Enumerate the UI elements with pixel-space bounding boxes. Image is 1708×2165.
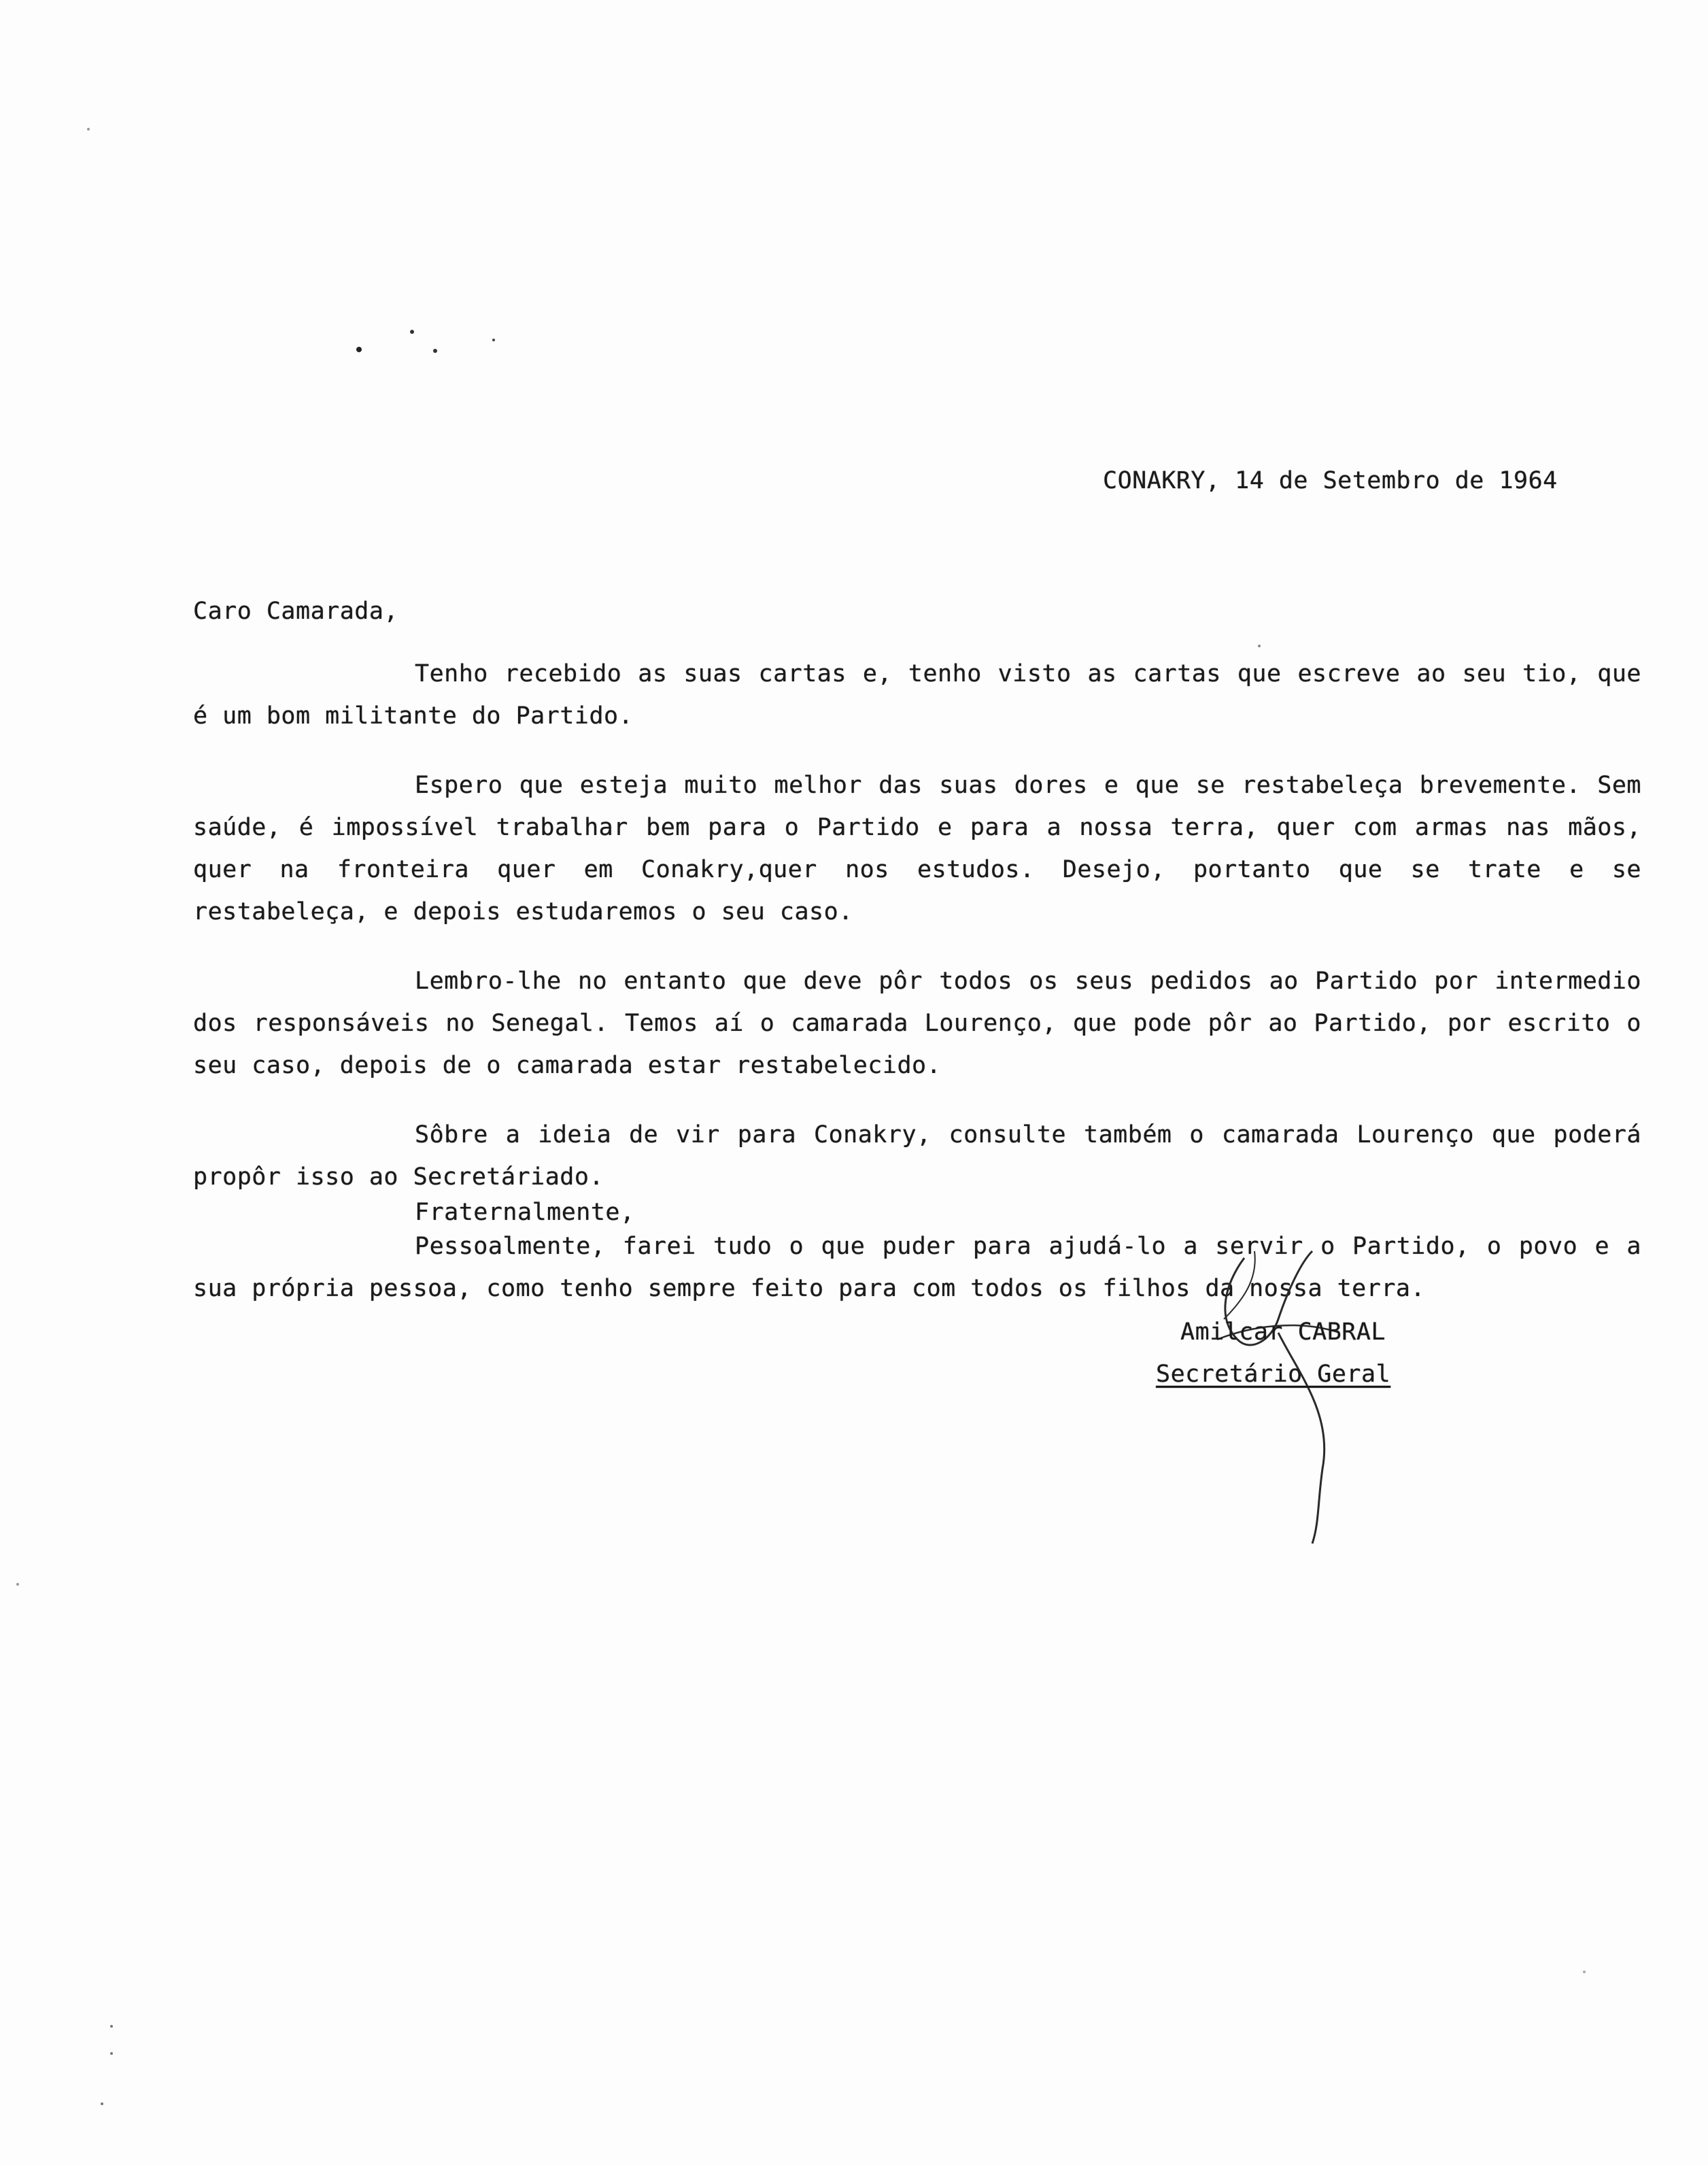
letter-dateline: CONAKRY, 14 de Setembro de 1964 (1103, 467, 1558, 494)
signatory-title: Secretário Geral (1156, 1361, 1391, 1388)
letter-paragraph: Lembro-lhe no entanto que deve pôr todos os seus pedidos ao Partido por intermedio dos responsáveis no Senegal. Temos aí o camarada Lourenço, que pode pôr ao Partido, por escrito o seu caso, depois de o camarada estar restabelecido. (193, 968, 1641, 1079)
letter-paragraph: Pessoalmente, farei tudo o que puder para ajudá-lo a servir o Partido, o povo e a sua própria pessoa, como tenho sempre feito para com todos os filhos da nossa terra. (193, 1233, 1641, 1302)
letter-paragraph: Sôbre a ideia de vir para Conakry, consulte também o camarada Lourenço que poderá propôr isso ao Secretáriado. (193, 1121, 1641, 1191)
letter-salutation: Caro Camarada, (193, 598, 399, 625)
letter-paragraph: Tenho recebido as suas cartas e, tenho visto as cartas que escreve ao seu tio, que é um bom militante do Partido. (193, 660, 1641, 730)
letter-body (193, 653, 1641, 1337)
signature-block (1156, 1311, 1428, 1395)
letter-paragraph: Espero que esteja muito melhor das suas dores e que se restabeleça brevemente. Sem saúde, é impossível trabalhar bem para o Partido e para a nossa terra, quer com armas nas mãos, quer na fronteira quer em Conakry,quer nos estudos. Desejo, portanto que se trate e se restabeleça, e depois estudaremos o seu caso. (193, 772, 1641, 925)
signatory-name: Amilcar CABRAL (1180, 1318, 1386, 1346)
letter-closing: Fraternalmente, (415, 1199, 635, 1226)
